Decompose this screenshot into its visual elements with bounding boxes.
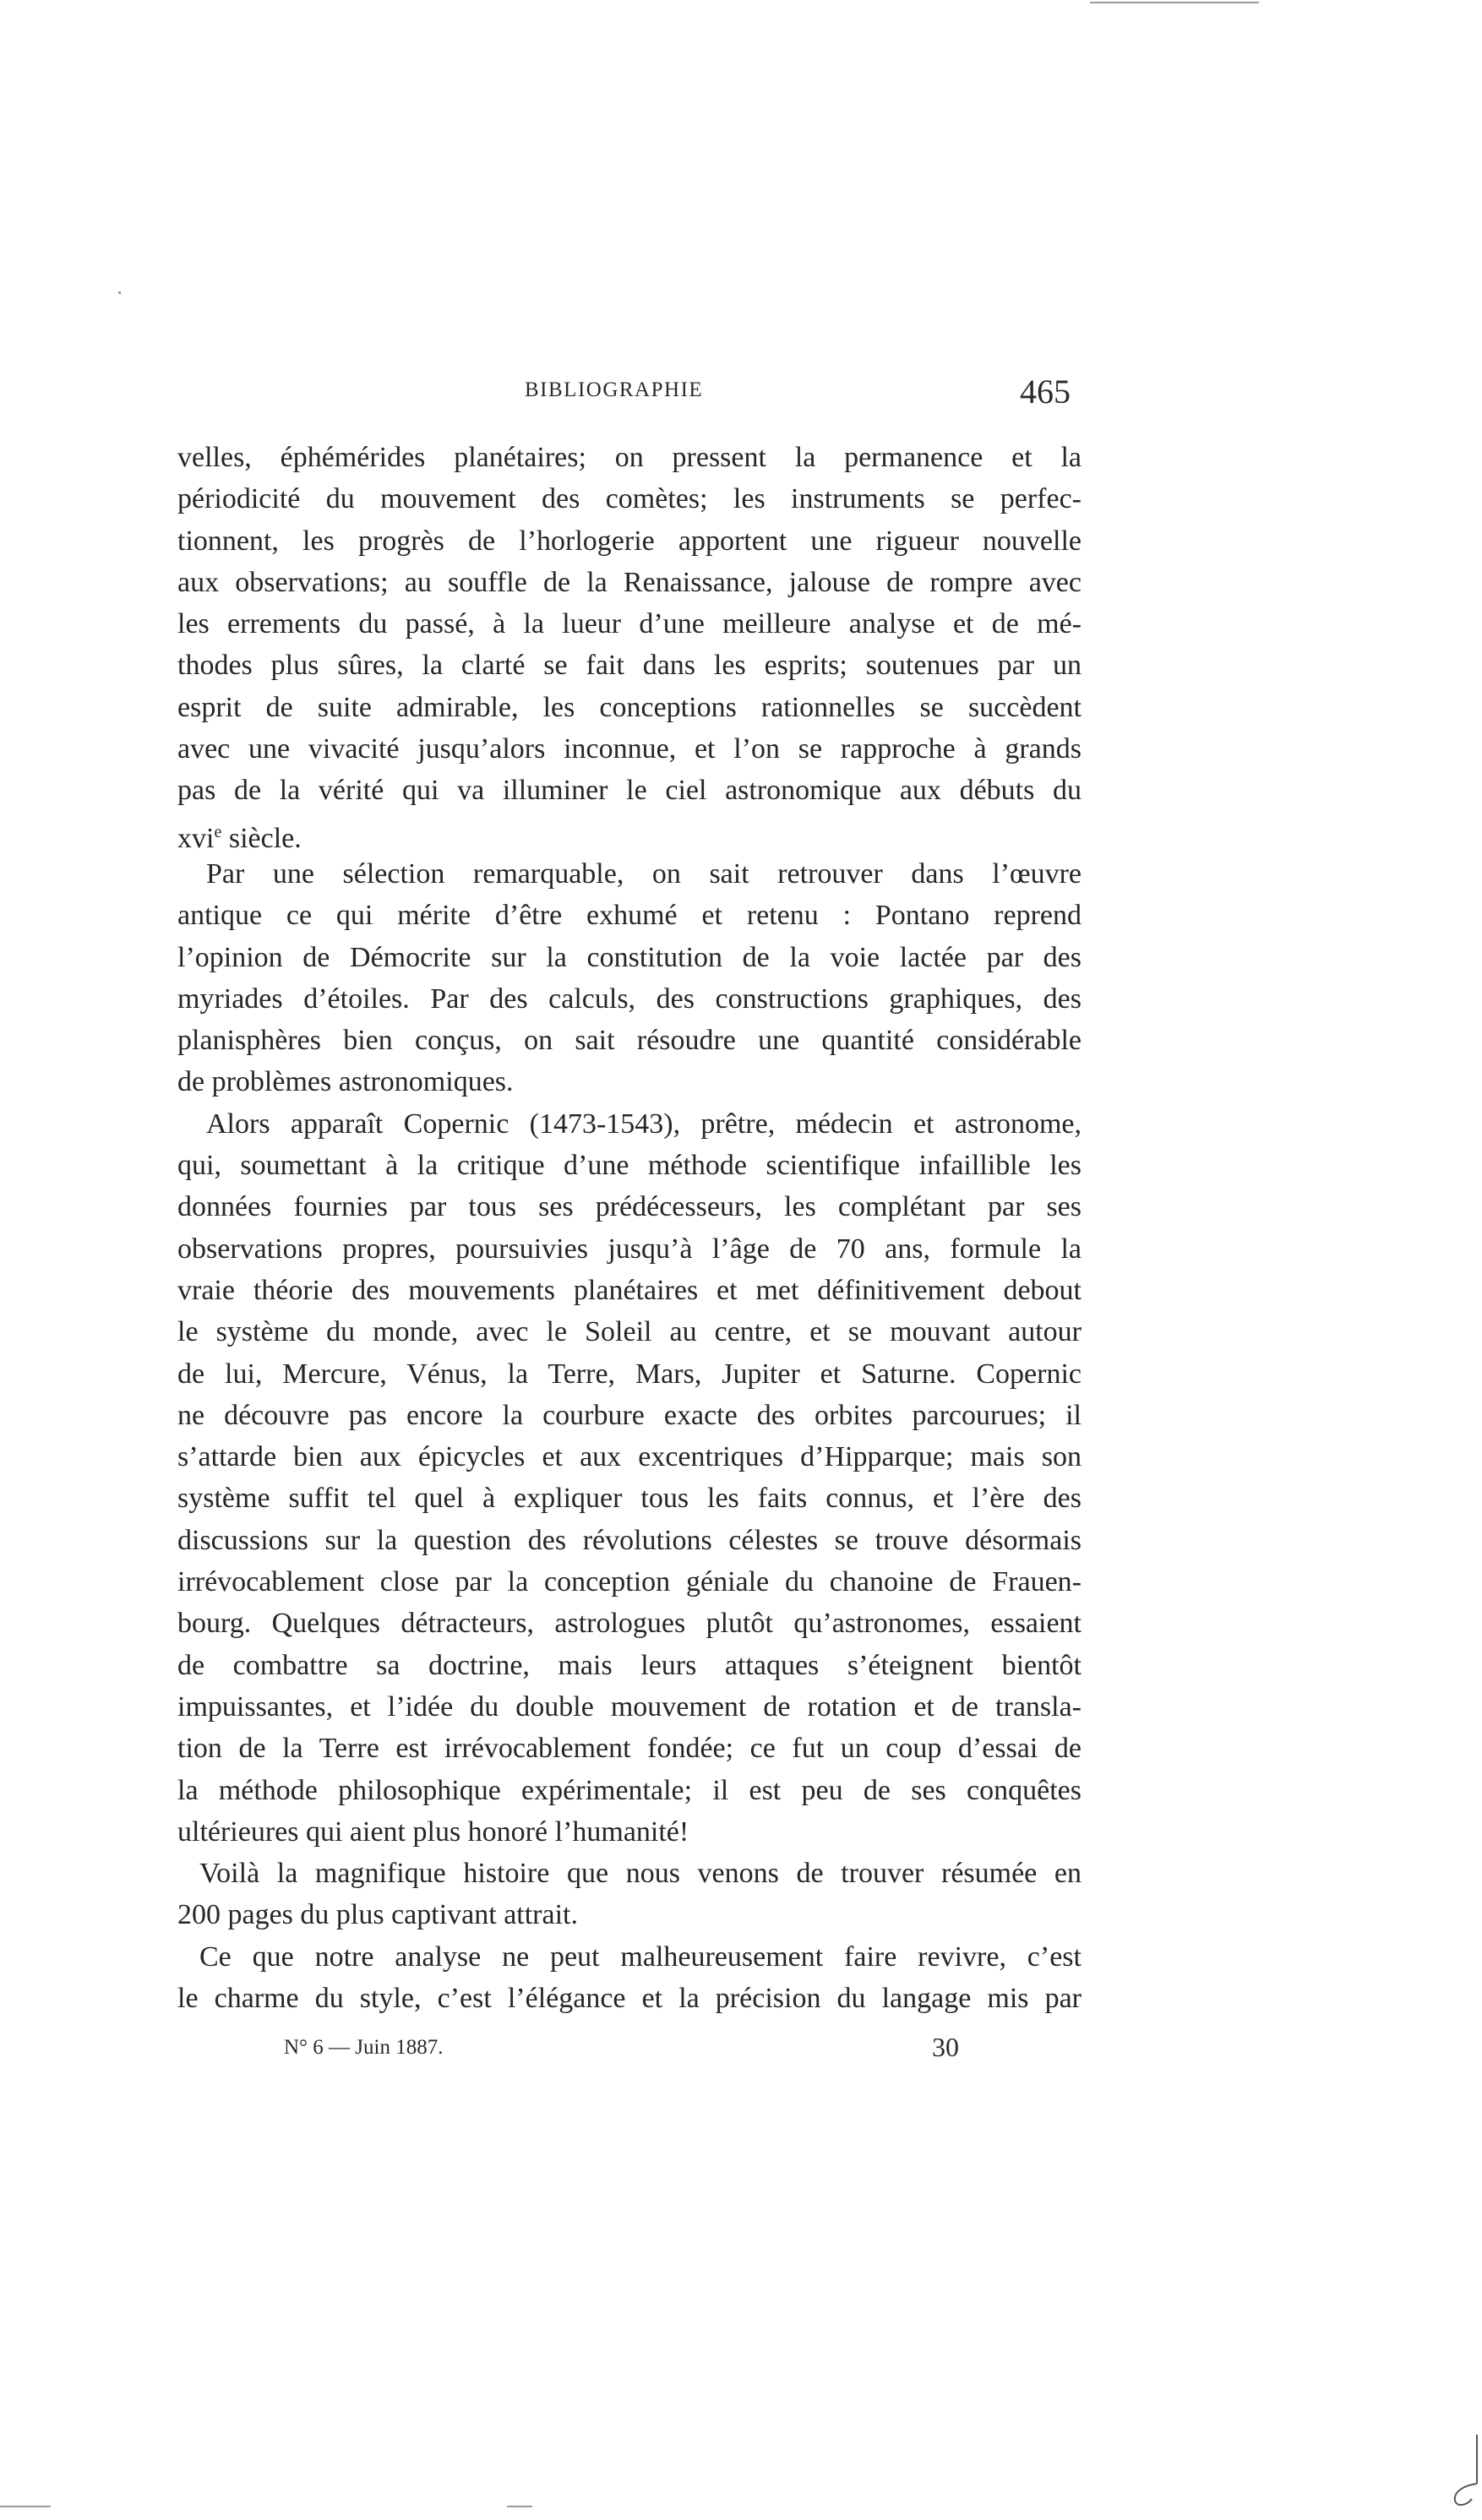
text-line: discussions sur la question des révolutions célestes se trouve désormais [177, 1524, 1082, 1556]
footer-issue-date: N° 6 — Juin 1887. [284, 2036, 444, 2059]
scan-dot [118, 291, 121, 294]
text-line: impuissantes, et l’idée du double mouvement de rotation et de transla- [177, 1690, 1082, 1723]
text-line: aux observations; au souffle de la Renaissance, jalouse de rompre avec [177, 566, 1082, 598]
text-line: 200 pages du plus captivant attrait. [177, 1899, 578, 1931]
text-line: ultérieures qui aient plus honoré l’humanité! [177, 1815, 689, 1848]
text-line: irrévocablement close par la conception géniale du chanoine de Frauen- [177, 1566, 1082, 1598]
text-line: l’opinion de Démocrite sur la constitution de la voie lactée par des [177, 941, 1082, 973]
text-line: bourg. Quelques détracteurs, astrologues plutôt qu’astronomes, essaient [177, 1608, 1082, 1640]
text-line: données fournies par tous ses prédécesseurs, les complétant par ses [177, 1191, 1082, 1223]
text-line: pas de la vérité qui va illuminer le ciel astronomique aux débuts du [177, 775, 1082, 807]
text-line: ne découvre pas encore la courbure exacte des orbites parcourues; il [177, 1399, 1082, 1431]
text-line: thodes plus sûres, la clarté se fait dans les esprits; soutenues par un [177, 650, 1082, 682]
running-head-title: BIBLIOGRAPHIE [525, 378, 704, 401]
text-line: Voilà la magnifique histoire que nous venons de trouver résumée en [199, 1858, 1082, 1890]
text-line: système suffit tel quel à expliquer tous les faits connus, et l’ère des [177, 1483, 1082, 1515]
text-line: planisphères bien conçus, on sait résoudre une quantité considérable [177, 1025, 1082, 1057]
text-line: qui, soumettant à la critique d’une méthode scientifique infaillible les [177, 1150, 1082, 1182]
text-line: esprit de suite admirable, les conceptions rationnelles se succèdent [177, 691, 1082, 723]
text-line: vraie théorie des mouvements planétaires et met définitivement debout [177, 1274, 1082, 1306]
century-numeral: xvi [177, 822, 215, 854]
text-line: périodicité du mouvement des comètes; les instruments se perfec- [177, 483, 1082, 515]
text-line: de lui, Mercure, Vénus, la Terre, Mars, Jupiter et Saturne. Copernic [177, 1358, 1082, 1390]
text-line: les errements du passé, à la lueur d’une meilleure analyse et de mé- [177, 608, 1082, 640]
scan-mark-bottom-center [507, 2506, 532, 2507]
ordinal-superscript: e [214, 822, 222, 841]
scan-mark-top [1090, 2, 1259, 3]
text-line: s’attarde bien aux épicycles et aux excentriques d’Hipparque; mais son [177, 1441, 1082, 1473]
page-number: 465 [1020, 373, 1071, 411]
footer-signature-mark: 30 [932, 2032, 959, 2062]
text-line: Par une sélection remarquable, on sait retrouver dans l’œuvre [206, 857, 1082, 890]
text-line: Ce que notre analyse ne peut malheureusement faire revivre, c’est [199, 1940, 1082, 1973]
text-line: de problèmes astronomiques. [177, 1066, 514, 1098]
line-rest: siècle. [221, 822, 302, 854]
text-line: myriades d’étoiles. Par des calculs, des constructions graphiques, des [177, 982, 1082, 1015]
text-line: antique ce qui mérite d’être exhumé et retenu : Pontano reprend [177, 900, 1082, 932]
text-line: tion de la Terre est irrévocablement fondée; ce fut un coup d’essai de [177, 1733, 1082, 1765]
text-line: de combattre sa doctrine, mais leurs attaques s’éteignent bientôt [177, 1649, 1082, 1681]
text-line: le charme du style, c’est l’élégance et la précision du langage mis par [177, 1982, 1082, 2014]
body-text [177, 437, 1082, 2019]
text-line: avec une vivacité jusqu’alors inconnue, et l’on se rapproche à grands [177, 733, 1082, 765]
scan-curl-mark [1447, 2433, 1480, 2509]
text-line: tionnent, les progrès de l’horlogerie apportent une rigueur nouvelle [177, 525, 1082, 557]
text-line: velles, éphémérides planétaires; on pressent la permanence et la [177, 442, 1082, 473]
running-head [0, 372, 1482, 414]
text-line: Alors apparaît Copernic (1473-1543), prêtre, médecin et astronome, [206, 1108, 1082, 1140]
text-line: la méthode philosophique expérimentale; il est peu de ses conquêtes [177, 1774, 1082, 1806]
scan-mark-bottom-left [0, 2506, 51, 2507]
text-line: observations propres, poursuivies jusqu’à l’âge de 70 ans, formule la [177, 1233, 1082, 1265]
text-line [177, 812, 1082, 853]
text-line: le système du monde, avec le Soleil au centre, et se mouvant autour [177, 1316, 1082, 1348]
